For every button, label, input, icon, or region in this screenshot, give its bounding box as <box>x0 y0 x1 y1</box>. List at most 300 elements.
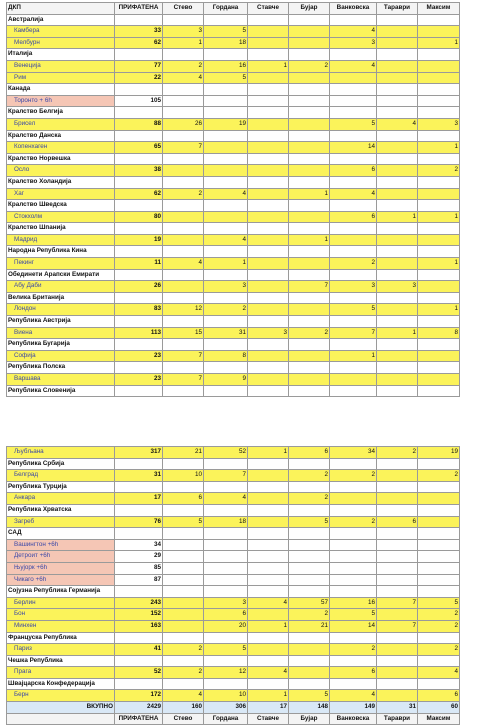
empty-cell[interactable] <box>115 632 163 644</box>
city-name-cell[interactable]: Брисел <box>7 118 115 130</box>
value-cell[interactable]: 31 <box>115 470 163 482</box>
value-cell[interactable]: 2 <box>163 60 204 72</box>
value-cell[interactable] <box>377 609 418 621</box>
empty-cell[interactable] <box>115 385 163 397</box>
empty-cell[interactable] <box>377 528 418 540</box>
empty-cell[interactable] <box>115 528 163 540</box>
country-name-cell[interactable]: Народна Република Кина <box>7 246 115 258</box>
empty-cell[interactable] <box>163 223 204 235</box>
country-name-cell[interactable]: Република Хрватска <box>7 504 115 516</box>
empty-cell[interactable] <box>377 458 418 470</box>
city-name-cell[interactable]: Минхен <box>7 620 115 632</box>
value-cell[interactable] <box>163 620 204 632</box>
empty-cell[interactable] <box>204 107 248 119</box>
empty-cell[interactable] <box>204 130 248 142</box>
value-cell[interactable] <box>204 562 248 574</box>
empty-cell[interactable] <box>163 504 204 516</box>
empty-cell[interactable] <box>163 586 204 598</box>
empty-cell[interactable] <box>289 528 330 540</box>
empty-cell[interactable] <box>330 458 377 470</box>
value-cell[interactable] <box>330 234 377 246</box>
empty-cell[interactable] <box>418 107 460 119</box>
city-name-cell[interactable]: Берн <box>7 690 115 702</box>
city-name-cell[interactable]: Њујорк +6h <box>7 562 115 574</box>
empty-cell[interactable] <box>115 14 163 26</box>
value-cell[interactable]: 1 <box>377 327 418 339</box>
value-cell[interactable] <box>377 690 418 702</box>
empty-cell[interactable] <box>418 130 460 142</box>
value-cell[interactable] <box>248 562 289 574</box>
value-cell[interactable] <box>377 574 418 586</box>
value-cell[interactable]: 2 <box>163 188 204 200</box>
empty-cell[interactable] <box>163 246 204 258</box>
value-cell[interactable]: 7 <box>377 620 418 632</box>
empty-cell[interactable] <box>248 14 289 26</box>
empty-cell[interactable] <box>330 655 377 667</box>
value-cell[interactable]: 2 <box>163 667 204 679</box>
value-cell[interactable] <box>377 470 418 482</box>
empty-cell[interactable] <box>204 528 248 540</box>
empty-cell[interactable] <box>248 362 289 374</box>
value-cell[interactable]: 1 <box>248 447 289 459</box>
city-name-cell[interactable]: Камбера <box>7 26 115 38</box>
value-cell[interactable]: 19 <box>204 118 248 130</box>
value-cell[interactable]: 85 <box>115 562 163 574</box>
country-name-cell[interactable]: Кралство Белгија <box>7 107 115 119</box>
value-cell[interactable]: 4 <box>204 188 248 200</box>
empty-cell[interactable] <box>115 316 163 328</box>
city-name-cell[interactable]: Прага <box>7 667 115 679</box>
empty-cell[interactable] <box>204 504 248 516</box>
empty-cell[interactable] <box>163 385 204 397</box>
value-cell[interactable]: 5 <box>163 516 204 528</box>
value-cell[interactable]: 4 <box>204 493 248 505</box>
value-cell[interactable]: 19 <box>418 447 460 459</box>
empty-cell[interactable] <box>330 153 377 165</box>
value-cell[interactable]: 5 <box>204 26 248 38</box>
empty-cell[interactable] <box>163 14 204 26</box>
value-cell[interactable] <box>248 493 289 505</box>
empty-cell[interactable] <box>248 385 289 397</box>
value-cell[interactable] <box>289 374 330 386</box>
empty-cell[interactable] <box>163 632 204 644</box>
empty-cell[interactable] <box>377 385 418 397</box>
value-cell[interactable] <box>248 26 289 38</box>
value-cell[interactable]: 152 <box>115 609 163 621</box>
value-cell[interactable] <box>418 60 460 72</box>
value-cell[interactable] <box>377 644 418 656</box>
empty-cell[interactable] <box>115 362 163 374</box>
empty-cell[interactable] <box>248 528 289 540</box>
value-cell[interactable]: 7 <box>377 597 418 609</box>
value-cell[interactable] <box>289 562 330 574</box>
empty-cell[interactable] <box>248 458 289 470</box>
value-cell[interactable] <box>289 142 330 154</box>
empty-cell[interactable] <box>289 481 330 493</box>
column-header-cell[interactable]: Тараври <box>377 713 418 725</box>
empty-cell[interactable] <box>248 504 289 516</box>
value-cell[interactable]: 6 <box>377 516 418 528</box>
column-header-cell[interactable]: Максим <box>418 713 460 725</box>
value-cell[interactable]: 6 <box>330 667 377 679</box>
empty-cell[interactable] <box>248 269 289 281</box>
value-cell[interactable] <box>248 574 289 586</box>
empty-cell[interactable] <box>330 678 377 690</box>
city-name-cell[interactable]: Торонто + 6h <box>7 95 115 107</box>
value-cell[interactable]: 87 <box>115 574 163 586</box>
value-cell[interactable]: 2 <box>289 60 330 72</box>
city-name-cell[interactable]: Љубљана <box>7 447 115 459</box>
city-name-cell[interactable]: Берлин <box>7 597 115 609</box>
value-cell[interactable]: 7 <box>163 374 204 386</box>
empty-cell[interactable] <box>289 632 330 644</box>
value-cell[interactable] <box>330 539 377 551</box>
empty-cell[interactable] <box>330 339 377 351</box>
value-cell[interactable] <box>204 211 248 223</box>
empty-cell[interactable] <box>330 84 377 96</box>
column-header-cell[interactable]: Гордана <box>204 3 248 15</box>
column-header-cell[interactable]: ДКП <box>7 3 115 15</box>
value-cell[interactable] <box>289 304 330 316</box>
empty-cell[interactable] <box>115 458 163 470</box>
value-cell[interactable] <box>204 539 248 551</box>
empty-cell[interactable] <box>204 481 248 493</box>
country-name-cell[interactable]: Република Турција <box>7 481 115 493</box>
empty-cell[interactable] <box>377 269 418 281</box>
value-cell[interactable]: 88 <box>115 118 163 130</box>
value-cell[interactable]: 20 <box>204 620 248 632</box>
empty-cell[interactable] <box>418 292 460 304</box>
value-cell[interactable] <box>248 609 289 621</box>
value-cell[interactable]: 34 <box>115 539 163 551</box>
value-cell[interactable] <box>418 551 460 563</box>
value-cell[interactable] <box>330 551 377 563</box>
empty-cell[interactable] <box>115 655 163 667</box>
empty-cell[interactable] <box>163 339 204 351</box>
value-cell[interactable]: 163 <box>115 620 163 632</box>
city-name-cell[interactable]: Софија <box>7 350 115 362</box>
city-name-cell[interactable]: Загреб <box>7 516 115 528</box>
country-name-cell[interactable]: Швајцарска Конфедерација <box>7 678 115 690</box>
empty-cell[interactable] <box>418 528 460 540</box>
empty-cell[interactable] <box>377 339 418 351</box>
value-cell[interactable]: 5 <box>330 304 377 316</box>
empty-cell[interactable] <box>163 49 204 61</box>
empty-cell[interactable] <box>377 632 418 644</box>
empty-cell[interactable] <box>204 678 248 690</box>
value-cell[interactable] <box>248 350 289 362</box>
value-cell[interactable]: 8 <box>204 350 248 362</box>
value-cell[interactable]: 7 <box>289 281 330 293</box>
value-cell[interactable] <box>377 95 418 107</box>
value-cell[interactable]: 21 <box>289 620 330 632</box>
empty-cell[interactable] <box>115 200 163 212</box>
column-header-cell[interactable]: Максим <box>418 3 460 15</box>
empty-cell[interactable] <box>163 481 204 493</box>
empty-cell[interactable] <box>115 292 163 304</box>
value-cell[interactable]: 149 <box>330 702 377 714</box>
country-name-cell[interactable]: Канада <box>7 84 115 96</box>
value-cell[interactable] <box>248 142 289 154</box>
value-cell[interactable]: 17 <box>115 493 163 505</box>
value-cell[interactable] <box>377 188 418 200</box>
value-cell[interactable] <box>163 609 204 621</box>
value-cell[interactable] <box>418 539 460 551</box>
city-name-cell[interactable]: Копенхаген <box>7 142 115 154</box>
value-cell[interactable]: 2 <box>163 644 204 656</box>
empty-cell[interactable] <box>204 84 248 96</box>
column-header-cell[interactable]: ПРИФАТЕНА <box>115 3 163 15</box>
value-cell[interactable] <box>248 551 289 563</box>
country-name-cell[interactable]: Република Србија <box>7 458 115 470</box>
value-cell[interactable]: 83 <box>115 304 163 316</box>
empty-cell[interactable] <box>248 481 289 493</box>
value-cell[interactable] <box>289 118 330 130</box>
value-cell[interactable] <box>418 374 460 386</box>
value-cell[interactable]: 1 <box>418 211 460 223</box>
column-header-cell[interactable]: Ставче <box>248 713 289 725</box>
value-cell[interactable]: 15 <box>163 327 204 339</box>
value-cell[interactable] <box>330 493 377 505</box>
empty-cell[interactable] <box>418 481 460 493</box>
value-cell[interactable]: 33 <box>115 26 163 38</box>
city-name-cell[interactable]: Виена <box>7 327 115 339</box>
value-cell[interactable]: 12 <box>204 667 248 679</box>
empty-cell[interactable] <box>204 292 248 304</box>
value-cell[interactable] <box>377 37 418 49</box>
value-cell[interactable] <box>204 95 248 107</box>
value-cell[interactable]: 17 <box>248 702 289 714</box>
empty-cell[interactable] <box>163 678 204 690</box>
value-cell[interactable] <box>248 539 289 551</box>
empty-cell[interactable] <box>418 14 460 26</box>
value-cell[interactable]: 3 <box>330 281 377 293</box>
value-cell[interactable]: 31 <box>377 702 418 714</box>
value-cell[interactable]: 3 <box>204 281 248 293</box>
value-cell[interactable] <box>377 667 418 679</box>
country-name-cell[interactable]: Италија <box>7 49 115 61</box>
value-cell[interactable]: 7 <box>330 327 377 339</box>
value-cell[interactable] <box>163 211 204 223</box>
value-cell[interactable] <box>163 234 204 246</box>
value-cell[interactable] <box>163 551 204 563</box>
empty-cell[interactable] <box>289 49 330 61</box>
empty-cell[interactable] <box>248 339 289 351</box>
value-cell[interactable]: 1 <box>248 690 289 702</box>
value-cell[interactable]: 105 <box>115 95 163 107</box>
value-cell[interactable]: 7 <box>204 470 248 482</box>
empty-cell[interactable] <box>115 223 163 235</box>
value-cell[interactable] <box>289 539 330 551</box>
empty-cell[interactable] <box>377 107 418 119</box>
country-name-cell[interactable]: Француска Република <box>7 632 115 644</box>
value-cell[interactable]: 1 <box>418 142 460 154</box>
empty-cell[interactable] <box>115 176 163 188</box>
value-cell[interactable] <box>289 72 330 84</box>
empty-cell[interactable] <box>330 269 377 281</box>
value-cell[interactable]: 4 <box>204 234 248 246</box>
empty-cell[interactable] <box>418 504 460 516</box>
empty-cell[interactable] <box>377 84 418 96</box>
empty-cell[interactable] <box>377 200 418 212</box>
empty-cell[interactable] <box>163 292 204 304</box>
empty-cell[interactable] <box>204 14 248 26</box>
empty-cell[interactable] <box>377 316 418 328</box>
empty-cell[interactable] <box>418 84 460 96</box>
value-cell[interactable] <box>248 304 289 316</box>
empty-cell[interactable] <box>115 107 163 119</box>
empty-cell[interactable] <box>418 458 460 470</box>
value-cell[interactable]: 6 <box>418 690 460 702</box>
empty-cell[interactable] <box>330 385 377 397</box>
city-name-cell[interactable]: Чикаго +6h <box>7 574 115 586</box>
value-cell[interactable] <box>163 281 204 293</box>
empty-cell[interactable] <box>330 223 377 235</box>
column-header-cell[interactable]: Тараври <box>377 3 418 15</box>
value-cell[interactable] <box>377 72 418 84</box>
empty-cell[interactable] <box>289 176 330 188</box>
value-cell[interactable] <box>289 551 330 563</box>
country-name-cell[interactable]: Кралство Данска <box>7 130 115 142</box>
city-name-cell[interactable]: Анкара <box>7 493 115 505</box>
value-cell[interactable] <box>377 539 418 551</box>
value-cell[interactable]: 3 <box>163 26 204 38</box>
value-cell[interactable]: 6 <box>330 165 377 177</box>
empty-cell[interactable] <box>163 269 204 281</box>
value-cell[interactable] <box>330 95 377 107</box>
value-cell[interactable]: 4 <box>418 667 460 679</box>
country-name-cell[interactable]: САД <box>7 528 115 540</box>
empty-cell[interactable] <box>204 223 248 235</box>
value-cell[interactable]: 26 <box>163 118 204 130</box>
value-cell[interactable]: 6 <box>330 211 377 223</box>
empty-cell[interactable] <box>330 586 377 598</box>
value-cell[interactable] <box>248 72 289 84</box>
empty-cell[interactable] <box>163 655 204 667</box>
value-cell[interactable]: 65 <box>115 142 163 154</box>
country-name-cell[interactable]: Република Бугарија <box>7 339 115 351</box>
value-cell[interactable] <box>330 562 377 574</box>
value-cell[interactable]: 243 <box>115 597 163 609</box>
value-cell[interactable] <box>248 281 289 293</box>
empty-cell[interactable] <box>248 153 289 165</box>
city-name-cell[interactable]: Рим <box>7 72 115 84</box>
value-cell[interactable]: 4 <box>377 118 418 130</box>
column-header-cell[interactable]: Ванковска <box>330 3 377 15</box>
empty-cell[interactable] <box>204 362 248 374</box>
value-cell[interactable] <box>377 26 418 38</box>
value-cell[interactable] <box>418 234 460 246</box>
empty-cell[interactable] <box>248 632 289 644</box>
value-cell[interactable]: 7 <box>163 142 204 154</box>
value-cell[interactable]: 4 <box>248 597 289 609</box>
value-cell[interactable]: 2 <box>418 470 460 482</box>
empty-cell[interactable] <box>204 153 248 165</box>
value-cell[interactable]: 5 <box>418 597 460 609</box>
empty-cell[interactable] <box>377 504 418 516</box>
city-name-cell[interactable]: Варшава <box>7 374 115 386</box>
value-cell[interactable]: 1 <box>330 350 377 362</box>
empty-cell[interactable] <box>330 49 377 61</box>
value-cell[interactable] <box>289 667 330 679</box>
column-header-cell[interactable]: Ванковска <box>330 713 377 725</box>
empty-cell[interactable] <box>330 14 377 26</box>
empty-cell[interactable] <box>289 84 330 96</box>
empty-cell[interactable] <box>330 107 377 119</box>
empty-cell[interactable] <box>377 678 418 690</box>
value-cell[interactable]: 3 <box>418 118 460 130</box>
empty-cell[interactable] <box>248 246 289 258</box>
city-name-cell[interactable]: Хаг <box>7 188 115 200</box>
empty-cell[interactable] <box>289 316 330 328</box>
empty-cell[interactable] <box>418 655 460 667</box>
country-name-cell[interactable]: Кралство Шведска <box>7 200 115 212</box>
city-name-cell[interactable]: Мадрид <box>7 234 115 246</box>
value-cell[interactable]: 148 <box>289 702 330 714</box>
value-cell[interactable] <box>248 516 289 528</box>
value-cell[interactable]: 62 <box>115 37 163 49</box>
value-cell[interactable]: 2 <box>330 516 377 528</box>
empty-cell[interactable] <box>418 269 460 281</box>
value-cell[interactable]: 160 <box>163 702 204 714</box>
value-cell[interactable]: 38 <box>115 165 163 177</box>
value-cell[interactable] <box>248 37 289 49</box>
empty-cell[interactable] <box>330 504 377 516</box>
empty-cell[interactable] <box>115 339 163 351</box>
value-cell[interactable]: 2 <box>330 644 377 656</box>
empty-cell[interactable] <box>115 84 163 96</box>
empty-cell[interactable] <box>418 176 460 188</box>
empty-cell[interactable] <box>289 223 330 235</box>
empty-cell[interactable] <box>204 269 248 281</box>
value-cell[interactable]: 2 <box>204 304 248 316</box>
value-cell[interactable] <box>204 165 248 177</box>
empty-cell[interactable] <box>377 14 418 26</box>
value-cell[interactable] <box>163 562 204 574</box>
value-cell[interactable]: 3 <box>248 327 289 339</box>
country-name-cell[interactable]: Обединети Арапски Емирати <box>7 269 115 281</box>
empty-cell[interactable] <box>330 246 377 258</box>
value-cell[interactable]: 5 <box>330 118 377 130</box>
value-cell[interactable]: 22 <box>115 72 163 84</box>
empty-cell[interactable] <box>377 292 418 304</box>
empty-cell[interactable] <box>248 678 289 690</box>
value-cell[interactable]: 5 <box>204 72 248 84</box>
city-name-cell[interactable]: Абу Даби <box>7 281 115 293</box>
value-cell[interactable]: 29 <box>115 551 163 563</box>
value-cell[interactable] <box>289 95 330 107</box>
value-cell[interactable]: 26 <box>115 281 163 293</box>
value-cell[interactable]: 2 <box>418 165 460 177</box>
value-cell[interactable]: 12 <box>163 304 204 316</box>
value-cell[interactable] <box>377 142 418 154</box>
empty-cell[interactable] <box>289 269 330 281</box>
empty-cell[interactable] <box>204 246 248 258</box>
value-cell[interactable] <box>377 350 418 362</box>
value-cell[interactable]: 4 <box>163 72 204 84</box>
value-cell[interactable]: 2 <box>377 447 418 459</box>
empty-cell[interactable] <box>289 362 330 374</box>
value-cell[interactable]: 41 <box>115 644 163 656</box>
empty-cell[interactable] <box>330 362 377 374</box>
empty-cell[interactable] <box>115 586 163 598</box>
value-cell[interactable]: 2 <box>289 327 330 339</box>
empty-cell[interactable] <box>377 586 418 598</box>
value-cell[interactable] <box>418 574 460 586</box>
value-cell[interactable] <box>377 60 418 72</box>
value-cell[interactable]: 4 <box>248 667 289 679</box>
total-label-cell[interactable]: ВКУПНО <box>7 702 115 714</box>
